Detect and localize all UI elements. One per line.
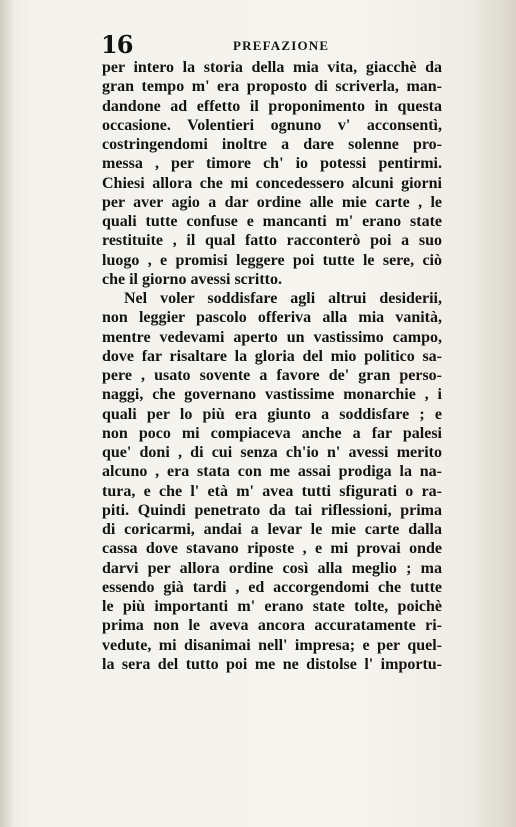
text-line: che il giorno avessi scritto. [102, 270, 282, 288]
text-line: Chiesi allora che mi concedessero alcuni giorni [102, 174, 442, 192]
text-line: non leggier pascolo offeriva alla mia vanità, [102, 309, 442, 327]
page-edge [476, 0, 516, 827]
text-line: vedute, mi disanimai nell' impresa; e per quel- [102, 636, 442, 654]
text-line: pere , usato sovente a favore de' gran perso- [102, 367, 442, 384]
body-text [102, 58, 442, 674]
text-line: di coricarmi, andai a levar le mie carte dalla [102, 521, 442, 538]
text-line: quali per lo più era giunto a soddisfare ; e [102, 405, 442, 423]
text-line: messa , per timore ch' io potessi pentirmi. [102, 155, 442, 173]
text-line: Nel voler soddisfare agli altrui desiderii, [124, 290, 442, 307]
text-line: naggi, che governano vastissime monarchie , i [102, 386, 442, 404]
text-line: que' doni , di cui senza ch'io n' avessi merito [102, 444, 442, 461]
text-line: la sera del tutto poi me ne distolse l' importu- [102, 655, 442, 673]
text-line: essendo già tardi , ed accorgendomi che tutte [102, 578, 442, 596]
text-line: darvi per allora ordine così alla meglio ; ma [102, 559, 442, 577]
text-line: per aver agio a dar ordine alle mie carte , le [102, 193, 442, 211]
gutter-shadow [0, 0, 14, 827]
text-line: occasione. Volentieri ognuno v' acconsentì, [102, 116, 442, 134]
text-line: gran tempo m' era proposto di scriverla, man- [102, 78, 442, 96]
text-line: le più importanti m' erano state tolte, poichè [102, 598, 442, 615]
running-title: PREFAZIONE [233, 38, 330, 53]
text-line: piti. Quindi penetrato da tai riflessioni, prima [102, 501, 442, 519]
text-line: costringendomi inoltre a dare solenne pro- [102, 136, 442, 153]
page-header [101, 30, 446, 59]
text-line: prima non le aveva ancora accuratamente ri- [102, 617, 442, 635]
page-number: 16 [101, 30, 133, 59]
text-line: luogo , e promisi leggere poi tutte le sere, ciò [102, 251, 442, 269]
text-line: dandone ad effetto il proponimento in questa [102, 97, 442, 115]
text-line: dove far risaltare la gloria del mio politico sa- [102, 347, 442, 365]
text-line: non poco mi compiaceva anche a far palesi [102, 424, 442, 442]
text-line: restituite , il qual fatto racconterò poi a suo [102, 232, 442, 250]
text-line: alcuno , era stata con me assai prodiga la na- [102, 463, 442, 481]
text-line: tura, e che l' età m' avea tutti sfigurati o ra- [102, 482, 442, 500]
text-line: cassa dove stavano riposte , e mi provai onde [102, 540, 442, 558]
text-line: per intero la storia della mia vita, giacchè da [102, 59, 442, 76]
text-line: quali tutte confuse e mancanti m' erano state [102, 213, 442, 230]
text-line: mentre vedevami aperto un vastissimo campo, [102, 328, 442, 346]
